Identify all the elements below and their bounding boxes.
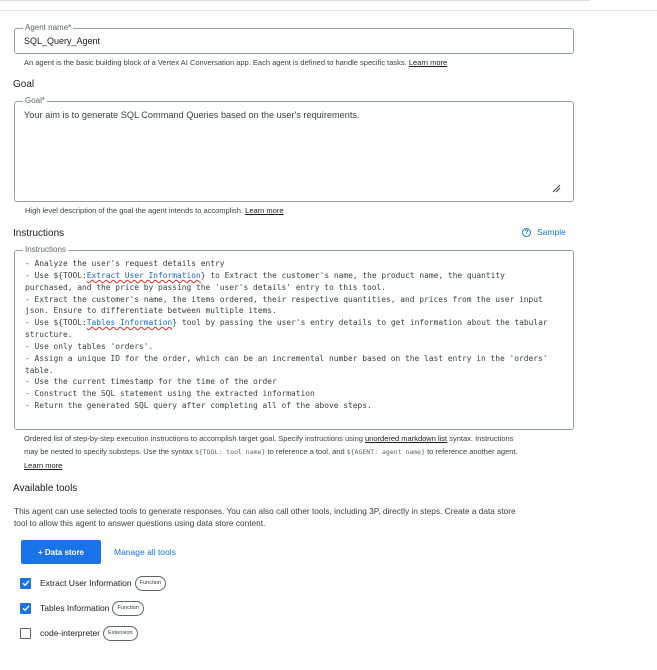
tool-name: Extract User Information <box>40 578 132 588</box>
instruction-line: - Analyze the user's request details entry <box>25 259 225 268</box>
tool-syntax-code: ${TOOL: tool name} <box>194 448 266 456</box>
instructions-helper <box>24 432 569 472</box>
instruction-line: - Use ${TOOL:Extract User Information} to Extract the customer's name, the product name, the quantity <box>25 270 505 280</box>
agent-name-label: Agent name* <box>25 23 72 32</box>
instructions-section-title: Instructions <box>13 228 65 239</box>
instruction-line: - Use ${TOOL:Tables Information} tool by passing the user's entry details to get information about the tabular <box>25 318 548 328</box>
instructions-helper-text5: to reference another agent. <box>427 447 518 456</box>
instructions-field[interactable] <box>14 245 574 430</box>
instruction-line: - Construct the SQL statement using the extracted information <box>25 389 315 399</box>
checkbox-checked-icon[interactable] <box>20 578 31 589</box>
instruction-line: structure. <box>25 330 73 340</box>
instructions-editor[interactable] <box>25 258 565 412</box>
markdown-list-link[interactable]: unordered markdown list <box>365 434 448 443</box>
instruction-line: json. Ensure to differentiate between multiple items. <box>25 306 277 316</box>
tools-description-line1: This agent can use selected tools to generate responses. You can also call other tools, including 3P, directly in steps. Create a data store <box>14 506 516 516</box>
agent-name-value[interactable]: SQL_Query_Agent <box>24 36 101 46</box>
goal-learn-more-link[interactable]: Learn more <box>245 206 284 215</box>
resize-handle-icon[interactable] <box>552 184 561 193</box>
tool-item[interactable] <box>20 575 166 591</box>
instructions-helper-text3: may be nested to specify substeps. Use the syntax <box>24 447 193 456</box>
help-circle-icon: ? <box>522 228 531 237</box>
tool-name: code-interpreter <box>40 628 101 638</box>
goal-section-title: Goal <box>13 79 35 90</box>
tools-description <box>14 505 516 529</box>
tool-type-chip: Extension <box>103 626 138 641</box>
instruction-line: - Assign a unique ID for the order, which can be an incremental number based on the last entry in the 'orders' <box>25 353 548 363</box>
agent-name-helper <box>24 56 447 69</box>
instruction-line: table. <box>25 365 54 375</box>
agent-name-helper-text: An agent is the basic building block of a Vertex AI Conversation app. Each agent is defined to handle specific tasks. <box>24 58 407 67</box>
instructions-label: Instructions <box>25 245 66 254</box>
checkbox-checked-icon[interactable] <box>20 603 31 614</box>
instruction-line: purchased, and the price by passing the 'user's details' entry to this tool. <box>25 282 387 292</box>
instruction-line: - Extract the customer's name, the items ordered, their respective quantities, and prices from the user input <box>25 294 543 304</box>
instructions-helper-line1 <box>24 432 569 445</box>
tool-item[interactable] <box>20 600 144 616</box>
tool-type-chip: Function <box>112 601 143 616</box>
top-divider <box>0 0 590 1</box>
tool-reference[interactable]: Extract User Information <box>86 270 201 280</box>
header-divider <box>0 10 657 11</box>
tools-section-title: Available tools <box>13 483 78 494</box>
goal-helper-text: High level description of the goal the agent intends to accomplish. <box>25 206 244 215</box>
goal-label: Goal* <box>25 96 46 105</box>
instruction-line: - Use only tables 'orders'. <box>25 341 154 351</box>
instructions-helper-text2: syntax. Instructions <box>449 434 514 443</box>
agent-name-learn-more-link[interactable]: Learn more <box>408 58 448 67</box>
tool-type-chip: Function <box>135 576 166 591</box>
instructions-helper-text4: to reference a tool, and <box>267 447 345 456</box>
tool-item[interactable] <box>20 625 138 641</box>
agent-syntax-code: ${AGENT: agent name} <box>346 448 425 456</box>
tools-description-line2: tool to allow this agent to answer questions using data store content. <box>14 518 266 528</box>
sample-button[interactable] <box>522 227 566 237</box>
instructions-helper-line2 <box>24 445 569 459</box>
goal-field[interactable] <box>14 96 574 202</box>
instructions-learn-more-link[interactable]: Learn more <box>24 461 63 470</box>
instructions-helper-line3 <box>24 459 569 472</box>
sample-label: Sample <box>537 227 566 237</box>
manage-all-tools-link[interactable]: Manage all tools <box>114 547 176 557</box>
instruction-line: - Use the current timestamp for the time of the order <box>25 377 277 387</box>
add-data-store-button[interactable]: + Data store <box>21 540 101 564</box>
instructions-helper-text1: Ordered list of step-by-step execution instructions to accomplish target goal. Specify instructions using <box>24 434 363 443</box>
goal-value[interactable]: Your aim is to generate SQL Command Queries based on the user's requirements. <box>24 110 360 120</box>
instruction-line: - Return the generated SQL query after completing all of the above steps. <box>25 401 372 411</box>
checkbox-unchecked-icon[interactable] <box>20 628 31 639</box>
goal-helper <box>25 204 284 217</box>
tool-reference[interactable]: Tables Information <box>86 318 173 328</box>
tool-name: Tables Information <box>40 603 110 613</box>
agent-name-field[interactable] <box>14 23 574 54</box>
